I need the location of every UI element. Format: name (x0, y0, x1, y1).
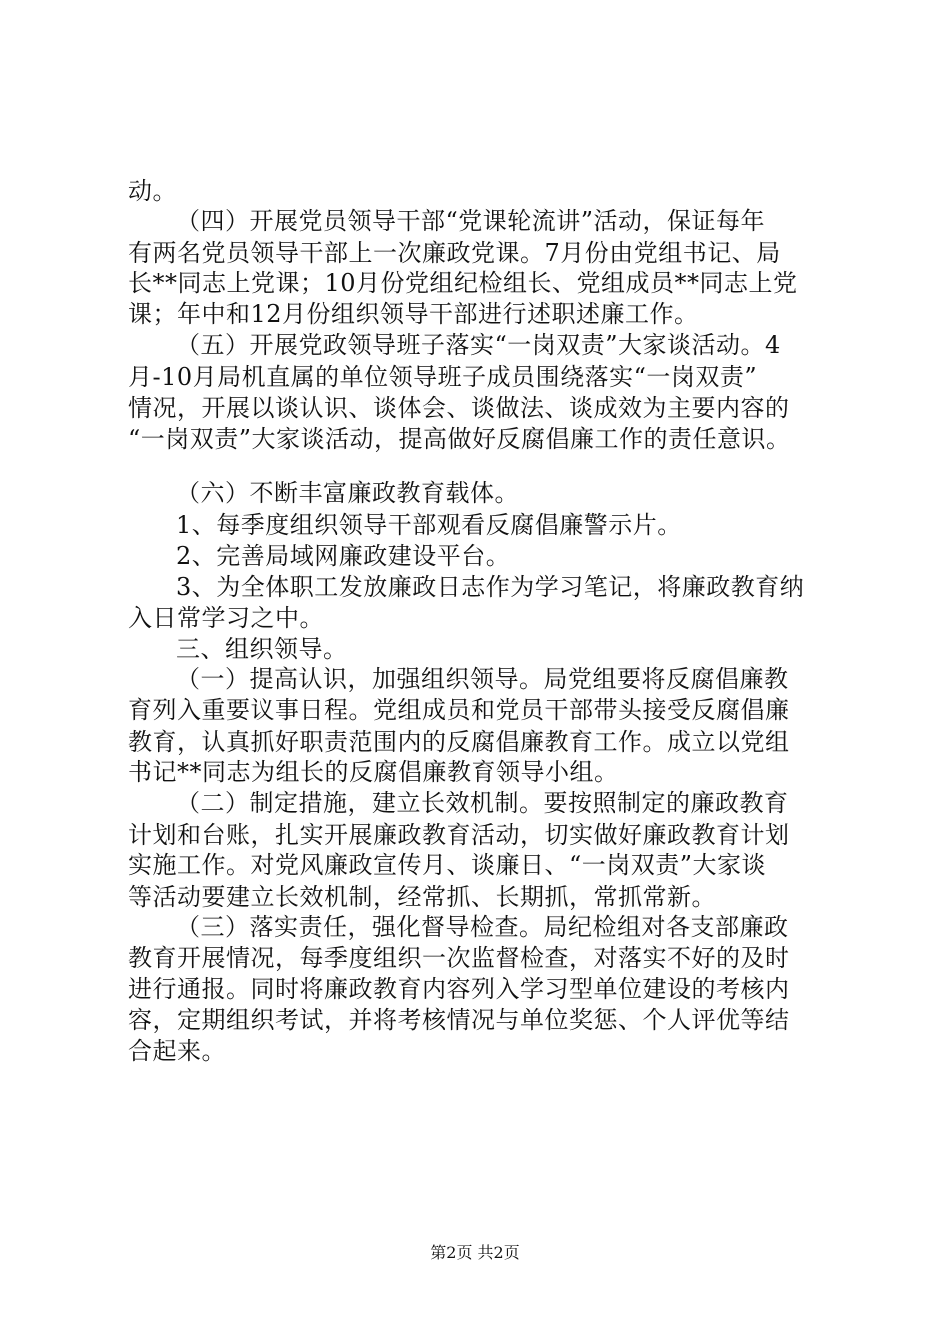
body-line: 容，定期组织考试，并将考核情况与单位奖惩、个人评优等结 (128, 1006, 790, 1034)
body-line: 月-10月局机直属的单位领导班子成员围绕落实“一岗双责” (128, 363, 758, 391)
body-line: 育列入重要议事日程。党组成员和党员干部带头接受反腐倡廉 (128, 696, 790, 724)
body-line: （六）不断丰富廉政教育载体。 (176, 479, 519, 507)
body-line: 长**同志上党课；10月份党组纪检组长、党组成员**同志上党 (128, 269, 798, 297)
body-line: 入日常学习之中。 (128, 604, 324, 632)
body-line: 实施工作。对党风廉政宣传月、谈廉日、“一岗双责”大家谈 (128, 851, 767, 879)
body-line: 教育开展情况，每季度组织一次监督检查，对落实不好的及时 (128, 944, 790, 972)
body-line: 计划和台账，扎实开展廉政教育活动，切实做好廉政教育计划 (128, 821, 790, 849)
body-line: （五）开展党政领导班子落实“一岗双责”大家谈活动。4 (176, 331, 781, 359)
body-line: 3、为全体职工发放廉政日志作为学习笔记，将廉政教育纳 (176, 573, 805, 601)
body-line: 课；年中和12月份组织领导干部进行述职述廉工作。 (128, 300, 699, 328)
body-line: 情况，开展以谈认识、谈体会、谈做法、谈成效为主要内容的 (128, 394, 790, 422)
body-line: 书记**同志为组长的反腐倡廉教育领导小组。 (128, 758, 619, 786)
body-line: 三、组织领导。 (176, 635, 348, 663)
body-line: （二）制定措施，建立长效机制。要按照制定的廉政教育 (176, 789, 789, 817)
body-line: 动。 (128, 177, 177, 205)
body-line: （三）落实责任，强化督导检查。局纪检组对各支部廉政 (176, 913, 789, 941)
body-line: 等活动要建立长效机制，经常抓、长期抓，常抓常新。 (128, 883, 716, 911)
body-line: 合起来。 (128, 1037, 226, 1065)
body-line: （四）开展党员领导干部“党课轮流讲”活动，保证每年 (176, 207, 766, 235)
body-line: 进行通报。同时将廉政教育内容列入学习型单位建设的考核内 (128, 975, 790, 1003)
body-line: 2、完善局域网廉政建设平台。 (176, 542, 511, 570)
body-line: 有两名党员领导干部上一次廉政党课。7月份由党组书记、局 (128, 239, 781, 267)
body-line: 1、每季度组织领导干部观看反腐倡廉警示片。 (176, 511, 682, 539)
body-line: 教育，认真抓好职责范围内的反腐倡廉教育工作。成立以党组 (128, 728, 790, 756)
page-number: 第2页 共2页 (430, 1243, 520, 1262)
body-line: “一岗双责”大家谈活动，提高做好反腐倡廉工作的责任意识。 (128, 425, 791, 453)
body-line: （一）提高认识，加强组织领导。局党组要将反腐倡廉教 (176, 665, 789, 693)
